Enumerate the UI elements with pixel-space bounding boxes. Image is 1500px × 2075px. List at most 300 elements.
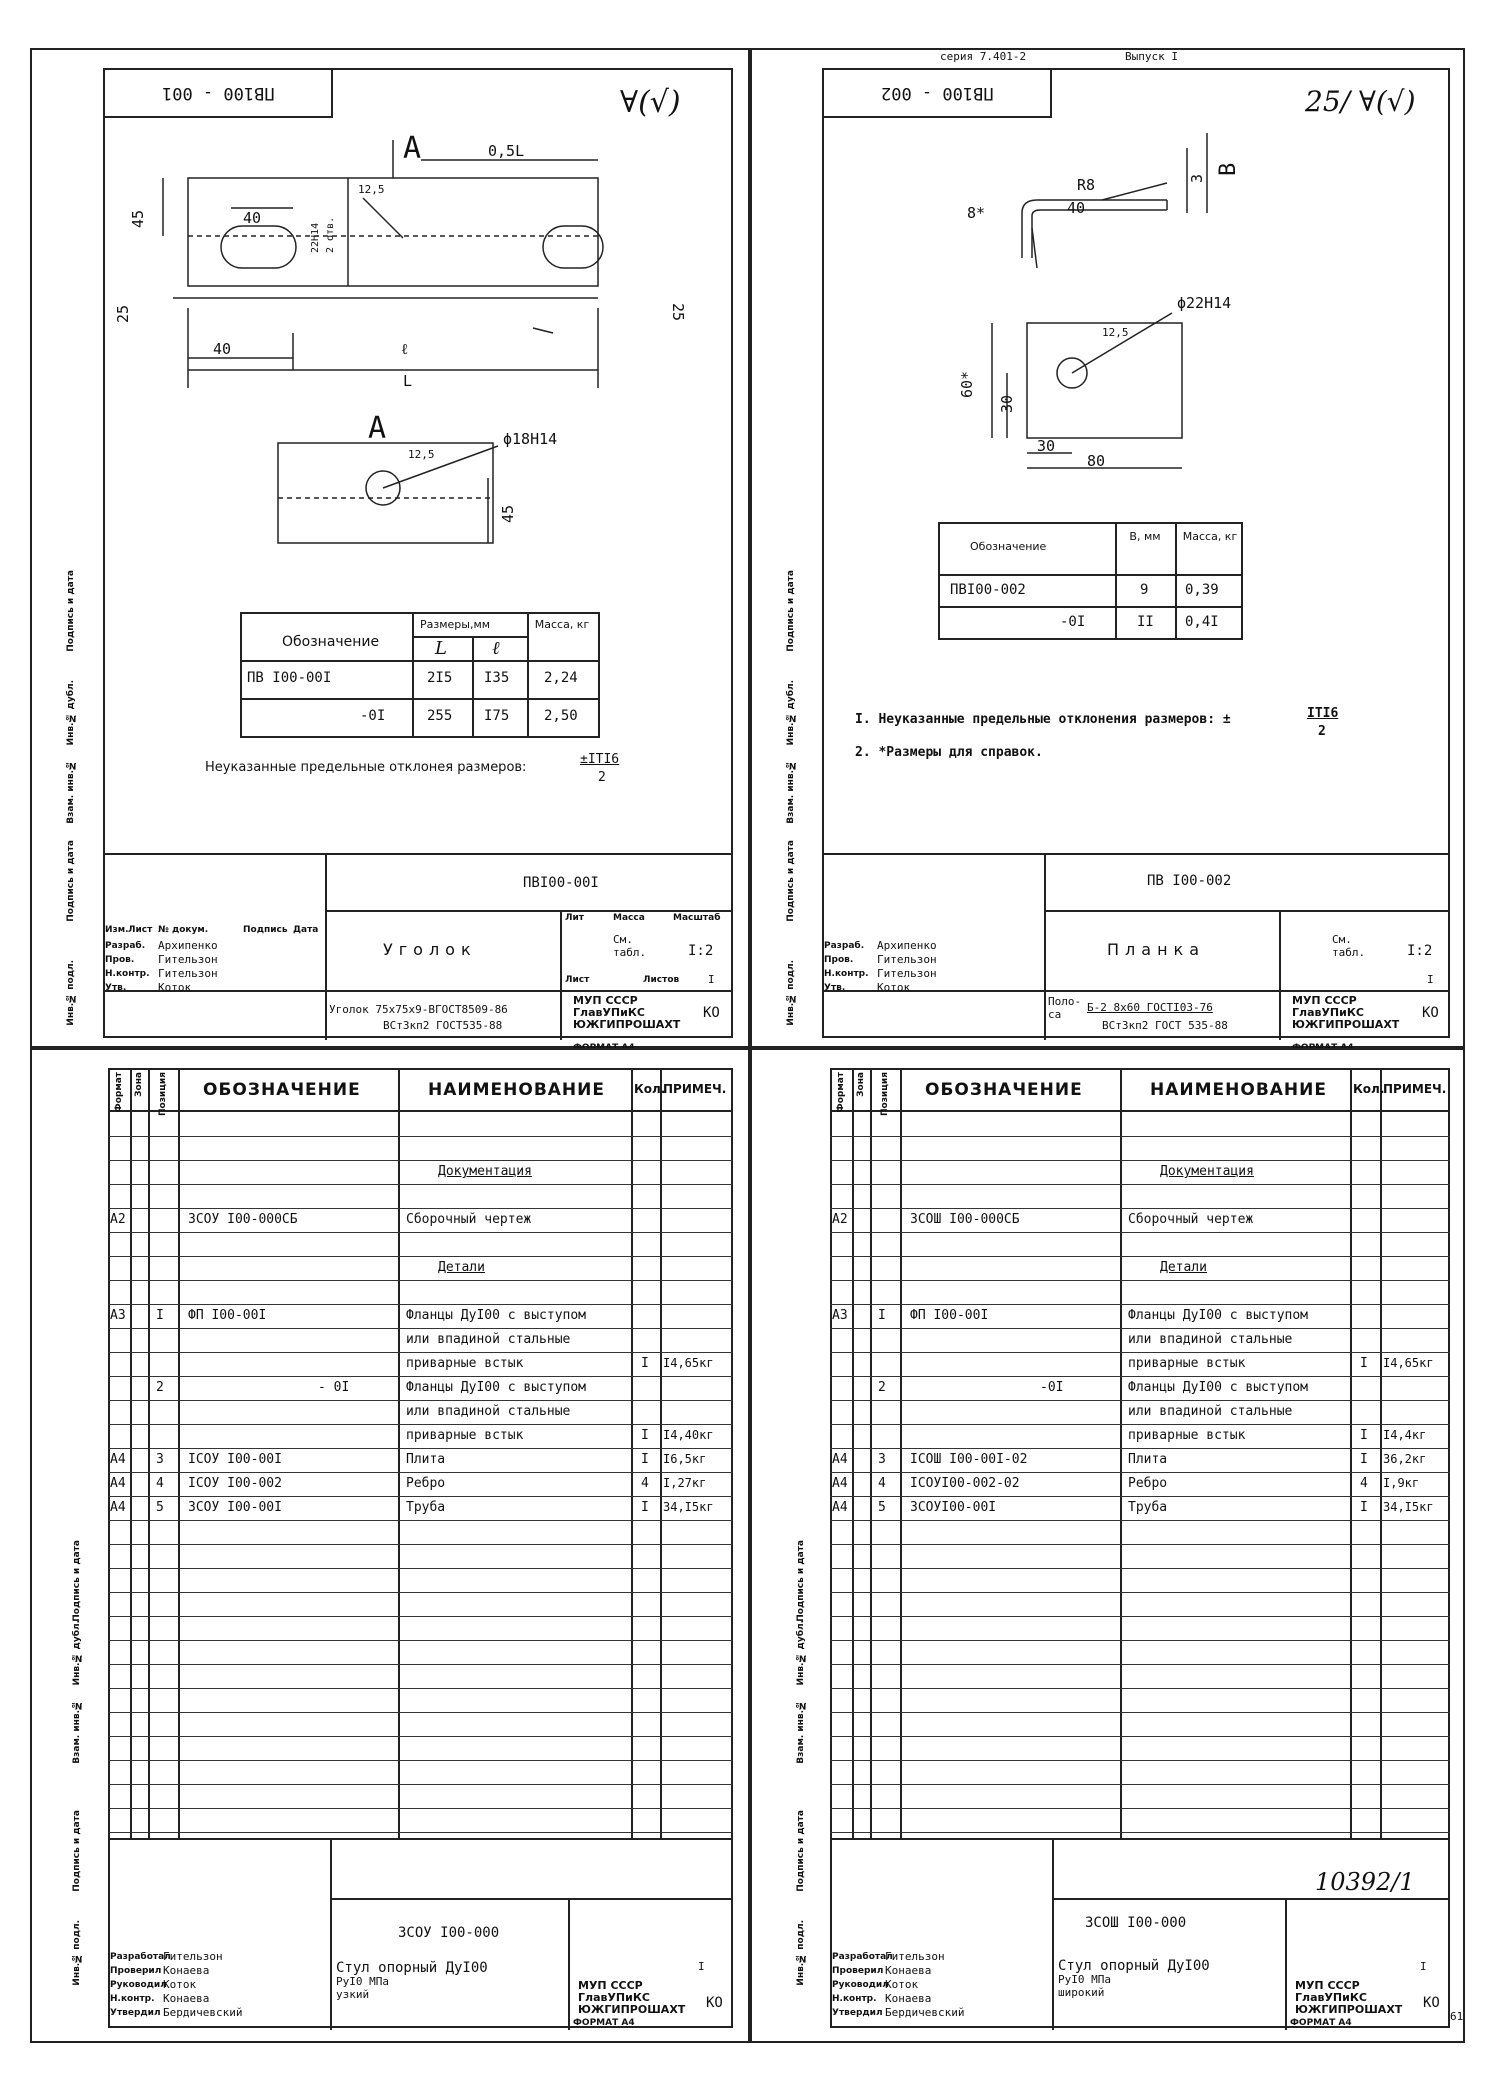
list-item-qty: I (1360, 1428, 1368, 1443)
sheet-2-col-b: B, мм (1129, 530, 1161, 543)
table-row-line (830, 1280, 1450, 1281)
sheet-2-role-1: Пров. (824, 955, 854, 965)
table-row-line (830, 1208, 1450, 1209)
side-label-2-2: Взам. инв.№ (786, 760, 796, 824)
sheet-4-stamp (830, 1838, 1464, 2030)
dim-half-l: 0,5L (488, 142, 525, 160)
sheet-4-stamp-format: ФОРМАТ А4 (1290, 2018, 1352, 2028)
table-row-line (830, 1160, 1450, 1161)
table-row-line (830, 1400, 1450, 1401)
sheet-3-name-1: Конаева (163, 1964, 210, 1977)
sheet-1-stamp-doc: ПВI00-00I (523, 875, 599, 891)
sheet-1-roughness: ∀(√) (620, 85, 681, 120)
sheet-1-role-2: Н.контр. (105, 969, 150, 979)
list-item-fmt: А4 (110, 1452, 126, 1467)
sheet-1-row1-l: I35 (484, 670, 510, 686)
sheet-2-stamp-org: МУП СССР ГлавУПиКС ЮЖГИПРОШАХТ (1292, 994, 1400, 1031)
side-label-1-1: Подпись и дата (66, 840, 76, 922)
sheet-4-stamp-org: МУП СССР ГлавУПиКС ЮЖГИПРОШАХТ (1295, 1979, 1403, 2016)
sheet-1-col-mass: Масса, кг (534, 618, 590, 631)
sheet-2-note2: 2. *Размеры для справок. (855, 745, 1043, 760)
side-label-4-4: Подпись и дата (796, 1540, 806, 1622)
sheet-2-row1-b: 9 (1140, 582, 1149, 598)
sheet-1-name-3: Коток (158, 981, 192, 994)
list-item-name: Сборочный чертеж (1128, 1212, 1254, 1227)
list-item-des: - 0I (318, 1380, 350, 1395)
sheet-2-code-box (822, 68, 1052, 118)
sheet-3-stamp-title2: РуI0 МПа (336, 1975, 389, 1988)
list-item-pos: I (156, 1308, 164, 1323)
table-row-line (108, 1184, 733, 1185)
sheet-4-name-2: Коток (885, 1978, 919, 1991)
list-item-name: приварные встык (1128, 1356, 1246, 1371)
sheet-3-stamp-format: ФОРМАТ А4 (573, 2018, 635, 2028)
sheet-4-name-3: Конаева (885, 1992, 932, 2005)
table-row-line (108, 1304, 733, 1305)
table-row-line (830, 1496, 1450, 1497)
list-item-des: 3СОУ I00-00I (188, 1500, 282, 1515)
table-row-line (108, 1784, 733, 1785)
list-item-name: Сборочный чертеж (406, 1212, 532, 1227)
sheet-2-stamp-sheets: I (1427, 973, 1434, 986)
list-item-pos: 4 (156, 1476, 164, 1491)
sheet-1-col-L: L (435, 638, 447, 659)
list-item-pos: 4 (878, 1476, 886, 1491)
plate-plan (1027, 323, 1182, 438)
table-row-line (108, 1280, 733, 1281)
list-item-pos: 5 (156, 1500, 164, 1515)
dim-12-5b: 12,5 (408, 448, 435, 461)
list-item-qty: I (641, 1500, 649, 1515)
sheet-3-stamp-sheets: I (698, 1960, 705, 1973)
dim-30-v: 30 (998, 394, 1016, 413)
side-label-1-4: Подпись и дата (66, 570, 76, 652)
sheet-2-stamp-scale: I:2 (1407, 943, 1433, 959)
sheet-2-note1-frac-bot: 2 (1318, 724, 1326, 739)
dim-40-s2: 40 (1067, 199, 1086, 217)
table-row-line (830, 1304, 1450, 1305)
table-row-line (108, 1736, 733, 1737)
table-row-line (108, 1592, 733, 1593)
table-row-line (108, 1568, 733, 1569)
list-item-name: Плита (406, 1452, 446, 1467)
sheet-2-stamp-title: Планка (1107, 940, 1205, 959)
sheet-1-name-1: Гительзон (158, 953, 218, 966)
sheet-2-role-3: Утв. (824, 983, 846, 993)
sheet-1-stamp-h-lit: Лит (565, 913, 584, 923)
list-item-note: 34,I5кг (663, 1500, 714, 1514)
list-item-name: Фланцы ДуI00 с выступом (406, 1380, 587, 1395)
list-item-pos: I (878, 1308, 886, 1323)
side-label-1-2: Взам. инв.№ (66, 760, 76, 824)
list-item-des: IСОУ I00-00I (188, 1452, 282, 1467)
sheet-2-row2-b: II (1137, 614, 1154, 630)
side-label-1-0: Инв.№ подл. (66, 960, 76, 1026)
sheet-1-row2-l: I75 (484, 708, 510, 724)
list-item-fmt: А3 (110, 1308, 126, 1323)
sheet-1-col-name: Обозначение (282, 634, 380, 650)
table-row-line (108, 1640, 733, 1641)
sheet-4-name-1: Конаева (885, 1964, 932, 1977)
sheet-3-stamp-title3: узкий (336, 1988, 370, 2001)
dim-r8: R8 (1077, 176, 1096, 194)
sheet-3-h-name: НАИМЕНОВАНИЕ (428, 1080, 606, 1100)
slot-right (543, 226, 603, 268)
sheet-4-h-note: ПРИМЕЧ. (1383, 1082, 1447, 1096)
side-label-3-1: Подпись и дата (72, 1810, 82, 1892)
sheet-1-stamp (103, 853, 733, 1053)
sheet-2-note1: I. Неуказанные предельные отклонения размеров: ± (855, 712, 1231, 727)
list-item-note: I4,4кг (1383, 1428, 1427, 1442)
table-row-line (830, 1136, 1450, 1137)
sheet-1-stamp-h-mashtab: Масштаб (673, 913, 721, 923)
list-item-des: IСОУI00-002-02 (910, 1476, 1020, 1491)
list-item-note: I4,65кг (663, 1356, 714, 1370)
list-item-name: приварные встык (406, 1356, 524, 1371)
sheet-2-row1-name: ПВI00-002 (950, 582, 1026, 598)
sheet-1-note-frac-top: ±IТI6 (580, 752, 620, 767)
side-label-3-0: Инв.№ подл. (72, 1920, 82, 1986)
sheet-4-h-designation: ОБОЗНАЧЕНИЕ (925, 1080, 1083, 1100)
list-item-qty: I (641, 1452, 649, 1467)
table-row-line (830, 1256, 1450, 1257)
list-item-note: I,9кг (1383, 1476, 1420, 1490)
list-item-pos: 5 (878, 1500, 886, 1515)
sheet-1-row1-name: ПВ I00-00I (247, 670, 332, 686)
sheet-1-stamp-h-listov: Листов (643, 975, 680, 985)
dim-12-5-s2: 12,5 (1102, 326, 1129, 339)
slot-left (221, 226, 296, 268)
sheet-1-stamp-ko: КО (703, 1005, 720, 1021)
dim-slot-len: 2 отв. (325, 216, 336, 253)
side-label-2-1: Подпись и дата (786, 840, 796, 922)
table-row-line (830, 1184, 1450, 1185)
list-item-des: 3СОШ I00-000СБ (910, 1212, 1020, 1227)
table-row-line (830, 1712, 1450, 1713)
list-item-name: приварные встык (1128, 1428, 1246, 1443)
sheet-2-name-3: Коток (877, 981, 911, 994)
sheet-3-stamp-org: МУП СССР ГлавУПиКС ЮЖГИПРОШАХТ (578, 1979, 686, 2016)
sheet-1-stamp-h-massa: Масса (613, 913, 645, 923)
sheet-1-stamp-h-list2: Лист (565, 975, 590, 985)
sheet-1-label-a: A (403, 131, 422, 166)
list-item-name: или впадиной стальные (406, 1404, 571, 1419)
table-row-line (830, 1760, 1450, 1761)
sheet-3-role-4: Утвердил (110, 2008, 161, 2018)
sheet-1-label-a2: A (368, 411, 387, 446)
sheet-2-name-2: Гительзон (877, 967, 937, 980)
list-item-qty: 4 (641, 1476, 649, 1491)
dim-slot: 22H14 (310, 222, 321, 253)
dim-hole: ϕ18H14 (503, 430, 558, 448)
sheet-2-name-1: Гительзон (877, 953, 937, 966)
sheet-4-name-4: Бердичевский (885, 2006, 965, 2019)
list-item-des: 3СОУ I00-000СБ (188, 1212, 298, 1227)
sheet-4-role-1: Проверил (832, 1966, 884, 1976)
sheet-3-h-qty: Кол. (634, 1082, 666, 1096)
sheet-2-drawing (822, 118, 1450, 508)
table-row-line (108, 1208, 733, 1209)
sheet-1-row1-L: 2I5 (427, 670, 453, 686)
list-item-note: I4,65кг (1383, 1356, 1434, 1370)
table-row-line (108, 1256, 733, 1257)
table-row-line (830, 1232, 1450, 1233)
sheet-1-code-box (103, 68, 333, 118)
list-item-des: 3СОУI00-00I (910, 1500, 997, 1515)
sheet-3-h-note: ПРИМЕЧ. (663, 1082, 727, 1096)
sheet-3-name-3: Конаева (163, 1992, 210, 2005)
list-item-fmt: А4 (832, 1452, 848, 1467)
dim-30-h: 30 (1037, 437, 1056, 455)
table-row-line (830, 1832, 1450, 1833)
sheet-4-role-4: Утвердил (832, 2008, 883, 2018)
sheet-2-stamp-material0: Поло- са (1048, 995, 1082, 1021)
sheet-3-role-1: Проверил (110, 1966, 162, 1976)
table-row-line (108, 1544, 733, 1545)
sheet-1-stamp-mass: См. табл. (613, 933, 647, 959)
table-row-line (830, 1664, 1450, 1665)
sheet-1-stamp-h-doc: № докум. (158, 925, 209, 935)
table-row-line (108, 1328, 733, 1329)
sheet-1-role-3: Утв. (105, 983, 127, 993)
sheet-1-drawing (103, 118, 733, 598)
sheet-1-table (240, 612, 600, 738)
list-item-des: IСОУ I00-002 (188, 1476, 282, 1491)
side-label-1-3: Инв.№ дубл. (66, 680, 76, 746)
sheet-4-stamp-doc: 3СОШ I00-000 (1085, 1915, 1187, 1931)
list-item-pos: 3 (878, 1452, 886, 1467)
dim-hole-s2: ϕ22H14 (1177, 294, 1232, 312)
table-row-line (108, 1520, 733, 1521)
list-item-name: или впадиной стальные (406, 1332, 571, 1347)
sheet-2-row2-mass: 0,4I (1185, 614, 1219, 630)
table-row-line (830, 1472, 1450, 1473)
sheet-1-name-2: Гительзон (158, 967, 218, 980)
list-item-name: Ребро (1128, 1476, 1168, 1491)
list-item-note: I6,5кг (663, 1452, 707, 1466)
dim-b: B (1216, 162, 1241, 176)
table-row-line (108, 1688, 733, 1689)
sheet-4-role-0: Разработал (832, 1952, 893, 1962)
list-item-name: Детали (438, 1260, 485, 1275)
plate-profile (1022, 200, 1167, 258)
table-row-line (108, 1424, 733, 1425)
sheet-4-h-pos: Позиция (880, 1072, 890, 1117)
list-item-name: Документация (1160, 1164, 1254, 1179)
dim-8: 8* (967, 204, 986, 222)
dim-L: L (403, 372, 413, 390)
list-item-note: 34,I5кг (1383, 1500, 1434, 1514)
sheet-1-row1-mass: 2,24 (544, 670, 578, 686)
list-item-name: Труба (406, 1500, 446, 1515)
sheet-1-stamp-material1: Уголок 75х75х9-ВГОСТ8509-86 (329, 1003, 508, 1016)
table-row-line (108, 1400, 733, 1401)
list-item-name: Фланцы ДуI00 с выступом (406, 1308, 587, 1323)
list-item-qty: I (641, 1428, 649, 1443)
sheet-4-stamp-title3: широкий (1058, 1986, 1105, 1999)
sheet-3-role-0: Разработал (110, 1952, 171, 1962)
sheet-3-name-4: Бердичевский (163, 2006, 243, 2019)
sheet-1-role-1: Пров. (105, 955, 135, 965)
sheet-4-stamp-sheets: I (1420, 1960, 1427, 1973)
sheet-1-role-0: Разраб. (105, 941, 146, 951)
list-item-name: Фланцы ДуI00 с выступом (1128, 1308, 1309, 1323)
list-item-des: ФП I00-00I (910, 1308, 989, 1323)
sheet-4-h-name: НАИМЕНОВАНИЕ (1150, 1080, 1328, 1100)
dim-80: 80 (1087, 452, 1106, 470)
table-row-line (830, 1640, 1450, 1641)
sheet-2-roughness: 25/ ∀(√) (1305, 85, 1416, 118)
sheet-4-h-zone: Зона (856, 1072, 866, 1097)
sheet-2-table (938, 522, 1243, 640)
sheet-1-stamp-title: Уголок (383, 940, 477, 959)
side-label-4-3: Инв.№ дубл. (796, 1620, 806, 1686)
dim-45b: 45 (499, 504, 517, 523)
list-item-qty: I (1360, 1452, 1368, 1467)
sheet-1-col-l: ℓ (492, 638, 500, 659)
list-item-fmt: А3 (832, 1308, 848, 1323)
dim-45: 45 (129, 209, 147, 228)
list-item-name: Труба (1128, 1500, 1168, 1515)
sheet-4-h-qty: Кол. (1353, 1082, 1385, 1096)
sheet-4-stamp-number: 10392/1 (1315, 1868, 1415, 1896)
sheet-4-stamp-title1: Стул опорный ДуI00 (1058, 1958, 1210, 1974)
list-item-fmt: А2 (832, 1212, 848, 1227)
sheet-2-row1-mass: 0,39 (1185, 582, 1219, 598)
side-label-4-2: Взам. инв.№ (796, 1700, 806, 1764)
sheet-1-stamp-h-list: Лист (128, 925, 153, 935)
sheet-4-stamp-ko: КО (1423, 1995, 1440, 2011)
list-item-fmt: А2 (110, 1212, 126, 1227)
list-item-name: или впадиной стальные (1128, 1404, 1293, 1419)
side-label-3-2: Взам. инв.№ (72, 1700, 82, 1764)
sheet-2-row2-name: -0I (1060, 614, 1086, 630)
dim-3: 3 (1188, 173, 1206, 183)
table-row-line (108, 1352, 733, 1353)
sheet-2-issue: Выпуск I (1125, 50, 1178, 63)
table-row-line (830, 1808, 1450, 1809)
list-item-name: Плита (1128, 1452, 1168, 1467)
side-label-4-1: Подпись и дата (796, 1810, 806, 1892)
list-item-fmt: А4 (110, 1500, 126, 1515)
sheet-1-note: Неуказанные предельные отклонея размеров: (205, 760, 527, 775)
table-row-line (108, 1472, 733, 1473)
table-row-line (830, 1448, 1450, 1449)
sheet-3-role-3: Н.контр. (110, 1994, 155, 2004)
sheet-1-row2-L: 255 (427, 708, 453, 724)
sheet-2-stamp (822, 853, 1450, 1053)
table-row-line (108, 1496, 733, 1497)
list-item-qty: 4 (1360, 1476, 1368, 1491)
sheet-2-col-name: Обозначение (970, 540, 1047, 553)
sheet-1-stamp-format: ФОРМАТ А4 (573, 1043, 635, 1053)
side-label-3-4: Подпись и дата (72, 1540, 82, 1622)
list-item-note: 36,2кг (1383, 1452, 1427, 1466)
table-row-line (108, 1664, 733, 1665)
list-item-qty: I (641, 1356, 649, 1371)
dim-40-bottom: 40 (213, 340, 232, 358)
sheet-3-stamp (108, 1838, 733, 2030)
side-label-4-0: Инв.№ подл. (796, 1920, 806, 1986)
sheet-1-stamp-sheets: I (708, 973, 715, 986)
sheet-1-row2-name: -0I (360, 708, 386, 724)
list-item-pos: 3 (156, 1452, 164, 1467)
table-row-line (830, 1328, 1450, 1329)
sheet-4-role-2: Руководил (832, 1980, 889, 1990)
angle-top-view (188, 178, 598, 286)
side-label-2-0: Инв.№ подл. (786, 960, 796, 1026)
list-item-name: Ребро (406, 1476, 446, 1491)
sheet-2-stamp-doc: ПВ I00-002 (1147, 873, 1232, 889)
sheet-2-stamp-ko: КО (1422, 1005, 1439, 1021)
list-item-pos: 2 (878, 1380, 886, 1395)
table-row-line (830, 1520, 1450, 1521)
table-row-line (830, 1616, 1450, 1617)
sheet-3-h-pos: Позиция (158, 1072, 168, 1117)
sheet-1-stamp-h-date: Дата (293, 925, 319, 935)
list-item-des: -0I (1040, 1380, 1064, 1395)
list-item-name: или впадиной стальные (1128, 1332, 1293, 1347)
sheet-3-name-0: Гительзон (163, 1950, 223, 1963)
sheet-4-stamp-page: 61 (1450, 2010, 1464, 2023)
dim-40: 40 (243, 209, 262, 227)
table-row-line (830, 1736, 1450, 1737)
table-row-line (108, 1160, 733, 1161)
table-row-line (830, 1352, 1450, 1353)
table-row-line (830, 1568, 1450, 1569)
sheet-1-stamp-h-sign: Подпись (243, 925, 288, 935)
section-view (278, 443, 493, 543)
list-item-fmt: А4 (832, 1476, 848, 1491)
sheet-2-stamp-format: ФОРМАТ А4 (1292, 1043, 1354, 1053)
sheet-3-stamp-doc: 3СОУ I00-000 (398, 1925, 500, 1941)
dim-25-right: 25 (669, 303, 687, 322)
list-item-name: Документация (438, 1164, 532, 1179)
list-item-des: IСОШ I00-00I-02 (910, 1452, 1028, 1467)
table-row-line (108, 1136, 733, 1137)
sheet-2-name-0: Архипенко (877, 939, 937, 952)
list-item-name: Детали (1160, 1260, 1207, 1275)
list-item-note: I,27кг (663, 1476, 707, 1490)
list-item-fmt: А4 (832, 1500, 848, 1515)
sheet-3-h-format: Формат (114, 1072, 124, 1113)
table-row-line (108, 1616, 733, 1617)
sheet-4-role-3: Н.контр. (832, 1994, 877, 2004)
sheet-2-role-2: Н.контр. (824, 969, 869, 979)
dim-25-left: 25 (114, 304, 132, 323)
sheet-4-stamp-title2: РуI0 МПа (1058, 1973, 1111, 1986)
sheet-1-name-0: Архипенко (158, 939, 218, 952)
list-item-name: Фланцы ДуI00 с выступом (1128, 1380, 1309, 1395)
side-label-2-4: Подпись и дата (786, 570, 796, 652)
sheet-3-name-2: Коток (163, 1978, 197, 1991)
sheet-3-stamp-ko: КО (706, 1995, 723, 2011)
list-item-fmt: А4 (110, 1476, 126, 1491)
sheet-1-note-frac-bot: 2 (598, 770, 606, 785)
dim-12-5: 12,5 (358, 183, 385, 196)
list-item-des: ФП I00-00I (188, 1308, 267, 1323)
sheet-2-note1-frac-top: IТI6 (1307, 706, 1339, 721)
table-row-line (830, 1784, 1450, 1785)
table-row-line (830, 1592, 1450, 1593)
sheet-3-h-designation: ОБОЗНАЧЕНИЕ (203, 1080, 361, 1100)
side-label-3-3: Инв.№ дубл. (72, 1620, 82, 1686)
list-item-name: приварные встык (406, 1428, 524, 1443)
table-row-line (108, 1448, 733, 1449)
table-row-line (830, 1376, 1450, 1377)
list-item-qty: I (1360, 1500, 1368, 1515)
table-row-line (830, 1424, 1450, 1425)
